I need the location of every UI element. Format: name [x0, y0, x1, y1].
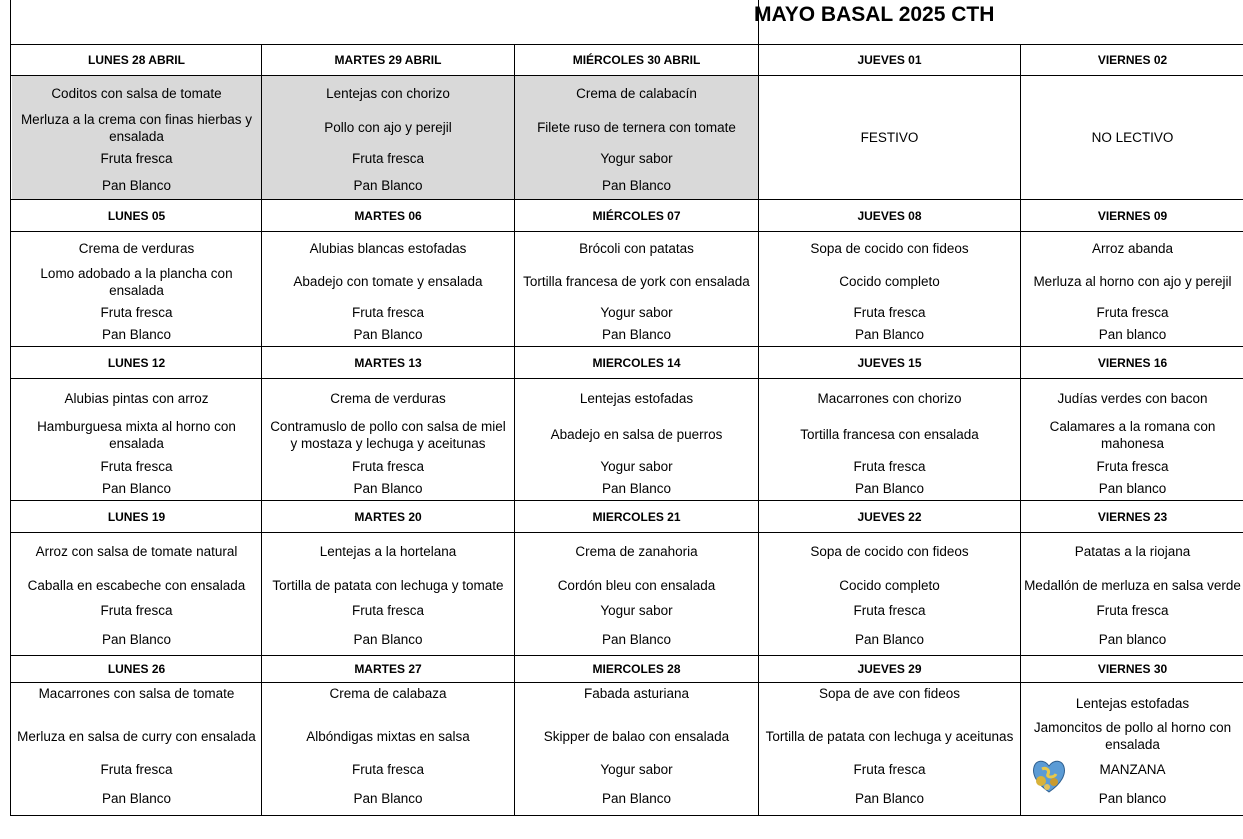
menu-item-bread: Pan blanco — [1098, 327, 1167, 342]
day-header: JUEVES 15 — [857, 355, 922, 370]
menu-item-second-course: Medallón de merluza en salsa verde — [1024, 577, 1241, 593]
menu-item-bread: Pan Blanco — [854, 631, 925, 647]
menu-item-bread: Pan Blanco — [854, 327, 925, 342]
menu-item-second-course: Tortilla de patata con lechuga y aceitunas — [765, 728, 1014, 744]
menu-item-dessert: Fruta fresca — [1096, 458, 1169, 474]
menu-item-bread: Pan Blanco — [601, 631, 672, 647]
menu-item-first-course: Alubias blancas estofadas — [309, 240, 467, 256]
menu-item-first-course: Judías verdes con bacon — [1057, 390, 1208, 406]
menu-item-dessert: Fruta fresca — [100, 305, 173, 320]
menu-item-first-course: Sopa de cocido con fideos — [810, 240, 969, 256]
menu-item-second-course: Caballa en escabeche con ensalada — [27, 577, 246, 593]
day-header: VIERNES 02 — [1097, 53, 1168, 67]
menu-item-first-course: Lentejas estofadas — [1075, 695, 1190, 711]
heart-sticker-icon — [1030, 754, 1068, 796]
menu-cell — [515, 0, 758, 815]
menu-item-dessert: Yogur sabor — [600, 458, 673, 474]
day-header: JUEVES 08 — [857, 208, 922, 223]
menu-item-first-course: Alubias pintas con arroz — [64, 390, 209, 406]
day-header: LUNES 12 — [107, 355, 166, 370]
menu-item-bread: Pan Blanco — [601, 327, 672, 342]
page-title: MAYO BASAL 2025 CTH — [754, 3, 995, 26]
menu-item-second-course: Merluza al horno con ajo y perejil — [1033, 274, 1232, 289]
day-header: MIERCOLES 28 — [592, 662, 681, 676]
menu-item-second-course: Merluza a la crema con finas hierbas y ensalada — [20, 111, 253, 144]
menu-cell — [12, 0, 261, 815]
menu-item-dessert: Yogur sabor — [600, 305, 673, 320]
menu-item-bread: Pan Blanco — [854, 481, 925, 496]
menu-item-bread: Pan Blanco — [101, 481, 172, 496]
menu-item-dessert: Fruta fresca — [100, 458, 173, 474]
day-header: VIERNES 30 — [1097, 662, 1168, 676]
day-header: MARTES 27 — [354, 662, 422, 676]
menu-item-first-course: Crema de calabaza — [329, 686, 447, 701]
menu-item-dessert: Fruta fresca — [100, 603, 173, 618]
menu-item-bread: Pan Blanco — [353, 790, 423, 806]
menu-item-bread: Pan Blanco — [353, 481, 423, 496]
menu-item-second-course: Hamburguesa mixta al horno con ensalada — [37, 418, 236, 451]
menu-item-first-course: Fabada asturiana — [583, 686, 690, 701]
menu-item-dessert: Yogur sabor — [600, 151, 673, 166]
menu-item-dessert: Fruta fresca — [853, 305, 926, 320]
menu-item-first-course: Arroz abanda — [1091, 240, 1174, 256]
menu-item-first-course: Coditos con salsa de tomate — [51, 85, 222, 101]
menu-item-dessert: Fruta fresca — [853, 458, 926, 474]
menu-item-first-course: Crema de zanahoria — [575, 543, 698, 559]
menu-item-bread: Pan Blanco — [101, 177, 172, 193]
menu-item-second-course: Contramuslo de pollo con salsa de miel y mostaza y lechuga y aceitunas — [270, 418, 506, 451]
menu-item-bread: Pan Blanco — [353, 327, 423, 342]
menu-item-first-course: Macarrones con salsa de tomate — [38, 686, 235, 701]
menu-item-second-course: Albóndigas mixtas en salsa — [306, 728, 470, 744]
menu-item-dessert: Fruta fresca — [351, 305, 425, 320]
menu-item-dessert: Yogur sabor — [600, 603, 673, 618]
day-header: VIERNES 09 — [1097, 208, 1168, 223]
menu-item-first-course: Lentejas estofadas — [579, 390, 694, 406]
day-header: LUNES 19 — [107, 509, 166, 524]
menu-item-second-course: Abadejo en salsa de puerros — [550, 427, 723, 442]
menu-item-dessert: Fruta fresca — [1096, 603, 1169, 618]
menu-item-second-course: Filete ruso de ternera con tomate — [537, 120, 736, 135]
menu-item-dessert: MANZANA — [1099, 762, 1166, 777]
menu-item-bread: Pan Blanco — [353, 631, 423, 647]
menu-item-first-course: Crema de verduras — [330, 390, 446, 406]
menu-item-bread: Pan Blanco — [101, 327, 172, 342]
menu-item-first-course: Sopa de cocido con fideos — [810, 543, 969, 559]
day-header: MARTES 13 — [354, 355, 422, 370]
menu-item-second-course: Tortilla de patata con lechuga y tomate — [272, 577, 504, 593]
menu-item-dessert: Yogur sabor — [600, 762, 673, 777]
menu-item-second-course: Calamares a la romana con mahonesa — [1049, 418, 1216, 451]
day-header: MIERCOLES 21 — [592, 509, 681, 524]
menu-item-first-course: Lentejas a la hortelana — [319, 543, 457, 559]
day-header: JUEVES 01 — [857, 53, 922, 67]
day-header: MARTES 06 — [354, 208, 422, 223]
menu-item-second-course: Tortilla francesa con ensalada — [800, 427, 979, 442]
menu-item-second-course: Merluza en salsa de curry con ensalada — [17, 728, 256, 744]
day-notice: FESTIVO — [860, 130, 919, 145]
menu-item-first-course: Arroz con salsa de tomate natural — [35, 543, 238, 559]
menu-item-bread: Pan blanco — [1098, 631, 1167, 647]
menu-item-bread: Pan Blanco — [601, 481, 672, 496]
menu-item-dessert: Fruta fresca — [100, 762, 173, 777]
day-header: MARTES 20 — [354, 509, 422, 524]
menu-item-first-course: Sopa de ave con fideos — [818, 686, 961, 701]
day-header: VIERNES 16 — [1097, 355, 1168, 370]
menu-item-first-course: Crema de calabacín — [576, 85, 697, 101]
menu-item-second-course: Cocido completo — [839, 274, 940, 289]
menu-cell — [1021, 0, 1243, 815]
day-header: MIÉRCOLES 30 ABRIL — [572, 53, 701, 67]
menu-cell — [759, 0, 1020, 815]
day-notice: NO LECTIVO — [1091, 130, 1174, 145]
menu-item-dessert: Fruta fresca — [1096, 305, 1169, 320]
day-header: MIÉRCOLES 07 — [592, 208, 681, 223]
menu-item-second-course: Pollo con ajo y perejil — [324, 120, 452, 135]
menu-item-second-course: Skipper de balao con ensalada — [543, 728, 730, 744]
day-header: LUNES 28 ABRIL — [88, 53, 185, 67]
menu-item-bread: Pan Blanco — [601, 790, 672, 806]
day-header: LUNES 26 — [107, 662, 166, 676]
menu-item-dessert: Fruta fresca — [853, 762, 926, 777]
day-header: MARTES 29 ABRIL — [334, 53, 442, 67]
menu-item-dessert: Fruta fresca — [351, 603, 425, 618]
menu-item-first-course: Lentejas con chorizo — [326, 85, 450, 101]
menu-item-dessert: Fruta fresca — [100, 151, 173, 166]
menu-item-first-course: Patatas a la riojana — [1074, 543, 1191, 559]
menu-item-dessert: Fruta fresca — [351, 151, 425, 166]
day-header: LUNES 05 — [107, 208, 166, 223]
menu-cell — [262, 0, 514, 815]
day-header: MIERCOLES 14 — [592, 355, 681, 370]
menu-item-second-course: Tortilla francesa de york con ensalada — [523, 274, 750, 289]
day-header: VIERNES 23 — [1097, 509, 1168, 524]
menu-item-first-course: Brócoli con patatas — [579, 240, 694, 256]
menu-item-bread: Pan Blanco — [353, 177, 423, 193]
menu-item-dessert: Fruta fresca — [853, 603, 926, 618]
menu-item-second-course: Jamoncitos de pollo al horno con ensalada — [1033, 720, 1232, 752]
menu-item-bread: Pan blanco — [1098, 790, 1167, 806]
day-header: JUEVES 29 — [857, 662, 922, 676]
menu-item-second-course: Lomo adobado a la plancha con ensalada — [40, 265, 233, 298]
menu-item-second-course: Cocido completo — [839, 577, 940, 593]
menu-item-first-course: Crema de verduras — [78, 240, 195, 256]
day-header: JUEVES 22 — [857, 509, 922, 524]
menu-item-dessert: Fruta fresca — [351, 762, 425, 777]
menu-item-second-course: Cordón bleu con ensalada — [557, 577, 716, 593]
menu-grid — [10, 0, 1243, 816]
menu-item-bread: Pan Blanco — [101, 790, 172, 806]
menu-item-first-course: Macarrones con chorizo — [817, 390, 962, 406]
menu-item-dessert: Fruta fresca — [351, 458, 425, 474]
menu-item-bread: Pan Blanco — [854, 790, 925, 806]
menu-item-second-course: Abadejo con tomate y ensalada — [293, 274, 483, 289]
menu-item-bread: Pan Blanco — [601, 177, 672, 193]
menu-item-bread: Pan blanco — [1098, 481, 1167, 496]
menu-item-bread: Pan Blanco — [101, 631, 172, 647]
